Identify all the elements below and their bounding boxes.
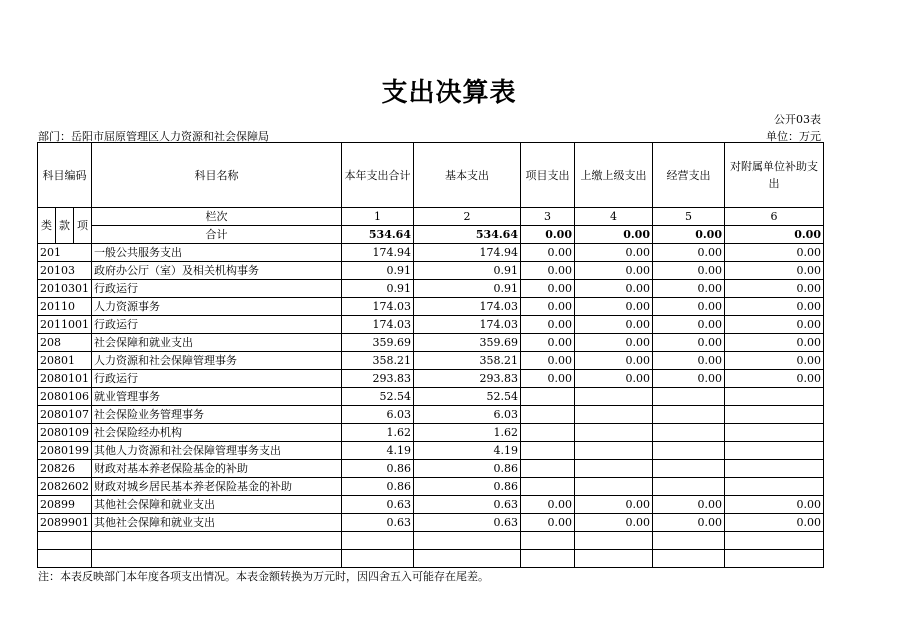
total-cell: 0.00 — [653, 226, 725, 244]
row-value: 0.00 — [725, 316, 824, 334]
table-row — [38, 316, 824, 334]
row-value: 6.03 — [414, 406, 521, 424]
expenditure-table — [37, 142, 824, 568]
row-value: 174.03 — [414, 298, 521, 316]
row-value: 293.83 — [342, 370, 414, 388]
row-code: 2089901 — [38, 514, 92, 532]
row-value: 0.00 — [521, 370, 575, 388]
table-row — [38, 388, 824, 406]
header-subsidy: 对附属单位补助支出 — [725, 143, 824, 208]
row-code: 20801 — [38, 352, 92, 370]
row-value — [653, 406, 725, 424]
row-value: 0.00 — [653, 370, 725, 388]
empty-cell — [414, 532, 521, 550]
header-row — [38, 143, 824, 208]
row-name: 政府办公厅（室）及相关机构事务 — [92, 262, 342, 280]
col-num-2: 2 — [414, 208, 521, 226]
row-value: 1.62 — [342, 424, 414, 442]
row-value: 0.00 — [521, 334, 575, 352]
row-value — [575, 442, 653, 460]
unit-label: 单位：万元 — [766, 130, 821, 143]
row-value: 0.00 — [725, 370, 824, 388]
row-value: 174.94 — [342, 244, 414, 262]
row-value: 52.54 — [414, 388, 521, 406]
row-name: 社会保险经办机构 — [92, 424, 342, 442]
row-value: 0.00 — [725, 352, 824, 370]
row-value: 0.00 — [653, 280, 725, 298]
row-value: 0.86 — [414, 460, 521, 478]
row-value — [653, 388, 725, 406]
header-business: 经营支出 — [653, 143, 725, 208]
row-code: 20103 — [38, 262, 92, 280]
row-value: 358.21 — [342, 352, 414, 370]
empty-cell — [342, 550, 414, 568]
row-value: 0.00 — [725, 514, 824, 532]
row-code: 2080109 — [38, 424, 92, 442]
row-value: 0.00 — [575, 316, 653, 334]
row-value: 0.00 — [725, 334, 824, 352]
table-row — [38, 262, 824, 280]
total-row — [38, 226, 824, 244]
row-value: 0.00 — [575, 370, 653, 388]
row-value: 0.00 — [575, 280, 653, 298]
empty-cell — [38, 532, 92, 550]
row-value: 0.00 — [725, 280, 824, 298]
row-value: 359.69 — [342, 334, 414, 352]
report-title: 支出决算表 — [381, 78, 517, 108]
row-value: 174.03 — [342, 298, 414, 316]
empty-cell — [92, 532, 342, 550]
total-cell: 0.00 — [575, 226, 653, 244]
row-value: 0.00 — [521, 280, 575, 298]
empty-cell — [342, 532, 414, 550]
row-code: 2011001 — [38, 316, 92, 334]
header-total: 本年支出合计 — [342, 143, 414, 208]
footnote: 注：本表反映部门本年度各项支出情况。本表金额转换为万元时，因四舍五入可能存在尾差。 — [38, 570, 489, 583]
row-value — [725, 460, 824, 478]
row-value: 0.00 — [575, 352, 653, 370]
total-cell: 0.00 — [725, 226, 824, 244]
row-value — [521, 424, 575, 442]
row-value: 0.00 — [575, 262, 653, 280]
table-row — [38, 496, 824, 514]
row-value: 4.19 — [414, 442, 521, 460]
row-value: 0.00 — [653, 352, 725, 370]
row-name: 行政运行 — [92, 370, 342, 388]
row-name: 一般公共服务支出 — [92, 244, 342, 262]
empty-cell — [725, 550, 824, 568]
row-value — [725, 388, 824, 406]
row-value — [653, 442, 725, 460]
header-xiang: 项 — [74, 208, 92, 244]
row-name: 人力资源事务 — [92, 298, 342, 316]
row-value: 0.00 — [575, 244, 653, 262]
row-code: 201 — [38, 244, 92, 262]
row-value — [575, 388, 653, 406]
row-value — [575, 460, 653, 478]
row-value: 174.03 — [414, 316, 521, 334]
row-name: 就业管理事务 — [92, 388, 342, 406]
row-value: 0.00 — [521, 496, 575, 514]
row-name: 其他社会保障和就业支出 — [92, 496, 342, 514]
row-value — [575, 478, 653, 496]
row-value: 0.91 — [414, 280, 521, 298]
row-value: 0.00 — [653, 334, 725, 352]
empty-cell — [38, 550, 92, 568]
row-value: 0.63 — [414, 496, 521, 514]
header-project: 项目支出 — [521, 143, 575, 208]
row-value: 0.00 — [653, 514, 725, 532]
row-value: 0.00 — [725, 298, 824, 316]
table-row — [38, 460, 824, 478]
department-label: 部门：岳阳市屈原管理区人力资源和社会保障局 — [38, 130, 269, 143]
header-lanci: 栏次 — [92, 208, 342, 226]
row-name: 其他人力资源和社会保障管理事务支出 — [92, 442, 342, 460]
row-value: 0.86 — [342, 460, 414, 478]
row-value: 0.00 — [521, 514, 575, 532]
row-value: 0.00 — [653, 298, 725, 316]
row-value: 0.63 — [414, 514, 521, 532]
empty-cell — [653, 532, 725, 550]
row-value: 0.86 — [342, 478, 414, 496]
empty-cell — [725, 532, 824, 550]
total-cell: 534.64 — [414, 226, 521, 244]
row-code: 2080106 — [38, 388, 92, 406]
col-num-5: 5 — [653, 208, 725, 226]
row-code: 20899 — [38, 496, 92, 514]
table-row — [38, 478, 824, 496]
table-row — [38, 298, 824, 316]
empty-row — [38, 550, 824, 568]
total-cell: 534.64 — [342, 226, 414, 244]
table-row — [38, 442, 824, 460]
row-value: 0.63 — [342, 514, 414, 532]
row-code: 2082602 — [38, 478, 92, 496]
header-heji: 合计 — [92, 226, 342, 244]
table-row — [38, 280, 824, 298]
row-value: 0.00 — [521, 244, 575, 262]
empty-cell — [575, 550, 653, 568]
row-value: 6.03 — [342, 406, 414, 424]
header-kuan: 款 — [56, 208, 74, 244]
row-name: 行政运行 — [92, 316, 342, 334]
row-value: 52.54 — [342, 388, 414, 406]
row-value — [575, 424, 653, 442]
row-value — [653, 460, 725, 478]
row-value: 359.69 — [414, 334, 521, 352]
empty-cell — [653, 550, 725, 568]
row-value — [653, 424, 725, 442]
row-value: 0.91 — [342, 280, 414, 298]
row-value: 0.00 — [653, 496, 725, 514]
row-value: 0.00 — [521, 352, 575, 370]
row-code: 20826 — [38, 460, 92, 478]
row-value — [725, 406, 824, 424]
row-name: 社会保险业务管理事务 — [92, 406, 342, 424]
row-value: 0.00 — [653, 244, 725, 262]
header-name: 科目名称 — [92, 143, 342, 208]
header-code: 科目编码 — [38, 143, 92, 208]
row-code: 208 — [38, 334, 92, 352]
row-value — [521, 442, 575, 460]
table-row — [38, 424, 824, 442]
row-value: 0.00 — [653, 316, 725, 334]
empty-cell — [414, 550, 521, 568]
row-value — [653, 478, 725, 496]
row-value — [725, 478, 824, 496]
row-value: 358.21 — [414, 352, 521, 370]
empty-row — [38, 532, 824, 550]
row-code: 2080107 — [38, 406, 92, 424]
row-value: 0.00 — [725, 496, 824, 514]
table-row — [38, 244, 824, 262]
row-code: 2010301 — [38, 280, 92, 298]
empty-cell — [521, 532, 575, 550]
empty-cell — [92, 550, 342, 568]
col-num-1: 1 — [342, 208, 414, 226]
row-name: 财政对城乡居民基本养老保险基金的补助 — [92, 478, 342, 496]
row-value: 1.62 — [414, 424, 521, 442]
row-name: 人力资源和社会保障管理事务 — [92, 352, 342, 370]
header-lei: 类 — [38, 208, 56, 244]
row-value: 0.00 — [521, 262, 575, 280]
header-upper: 上缴上级支出 — [575, 143, 653, 208]
row-value: 0.00 — [521, 316, 575, 334]
table-row — [38, 334, 824, 352]
col-num-3: 3 — [521, 208, 575, 226]
row-value: 0.91 — [414, 262, 521, 280]
table-row — [38, 352, 824, 370]
form-number: 公开03表 — [774, 113, 821, 126]
empty-cell — [521, 550, 575, 568]
row-code: 20110 — [38, 298, 92, 316]
row-value: 0.00 — [575, 334, 653, 352]
row-value: 0.00 — [725, 244, 824, 262]
row-value: 174.94 — [414, 244, 521, 262]
row-name: 财政对基本养老保险基金的补助 — [92, 460, 342, 478]
row-value: 0.86 — [414, 478, 521, 496]
row-value: 0.00 — [725, 262, 824, 280]
row-value — [521, 406, 575, 424]
row-value — [575, 406, 653, 424]
row-value: 0.00 — [653, 262, 725, 280]
row-value: 0.00 — [575, 298, 653, 316]
row-value: 4.19 — [342, 442, 414, 460]
row-value: 0.00 — [521, 298, 575, 316]
table-row — [38, 514, 824, 532]
row-value — [725, 442, 824, 460]
col-num-6: 6 — [725, 208, 824, 226]
table-row — [38, 370, 824, 388]
row-value: 293.83 — [414, 370, 521, 388]
row-code: 2080101 — [38, 370, 92, 388]
row-value — [521, 478, 575, 496]
empty-cell — [575, 532, 653, 550]
table-row — [38, 406, 824, 424]
header-basic: 基本支出 — [414, 143, 521, 208]
row-name: 社会保障和就业支出 — [92, 334, 342, 352]
row-name: 其他社会保障和就业支出 — [92, 514, 342, 532]
row-value: 0.00 — [575, 496, 653, 514]
row-value: 0.91 — [342, 262, 414, 280]
row-value — [725, 424, 824, 442]
total-cell: 0.00 — [521, 226, 575, 244]
row-value — [521, 388, 575, 406]
row-value: 0.63 — [342, 496, 414, 514]
col-num-4: 4 — [575, 208, 653, 226]
row-value: 0.00 — [575, 514, 653, 532]
row-value — [521, 460, 575, 478]
row-value: 174.03 — [342, 316, 414, 334]
row-code: 2080199 — [38, 442, 92, 460]
row-name: 行政运行 — [92, 280, 342, 298]
column-number-row — [38, 208, 824, 226]
